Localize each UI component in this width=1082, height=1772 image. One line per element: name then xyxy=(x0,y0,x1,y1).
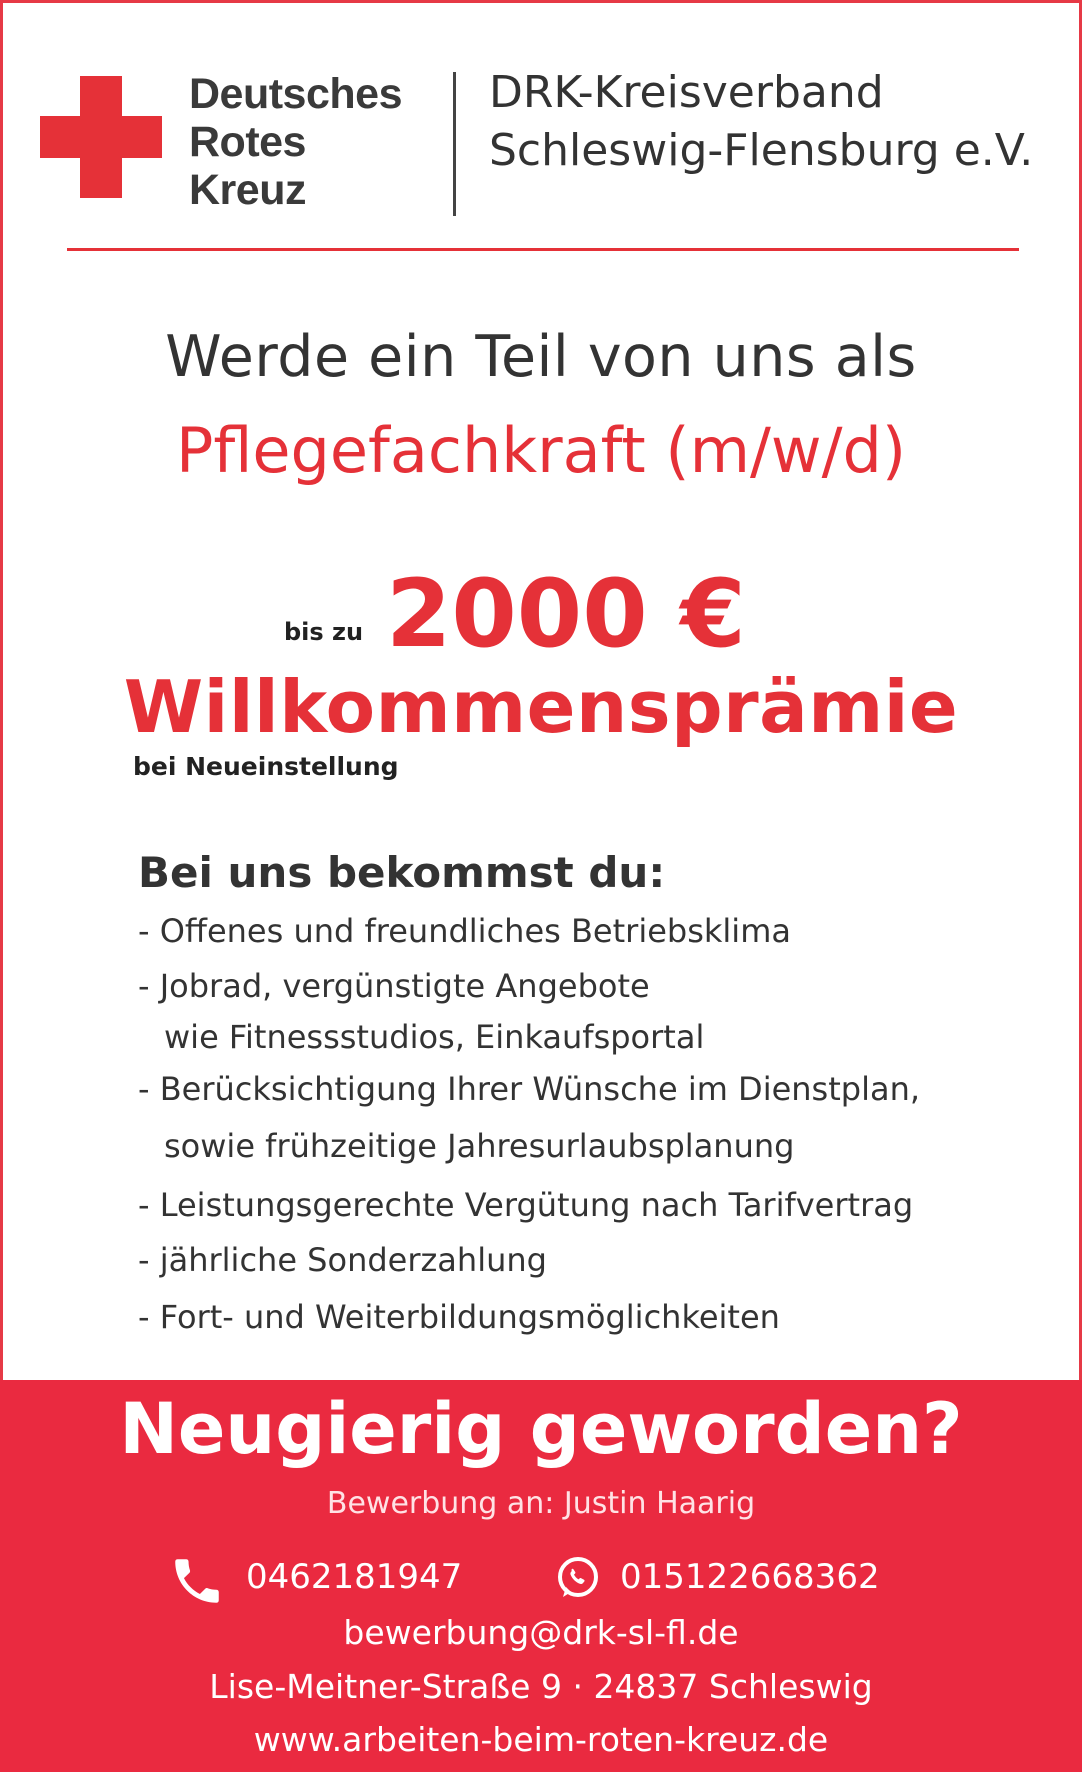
whatsapp-icon xyxy=(554,1554,602,1602)
bonus-prefix: bis zu xyxy=(284,618,364,646)
apply-contact: Bewerbung an: Justin Haarig xyxy=(326,1486,756,1521)
benefit-line: - Leistungsgerechte Vergütung nach Tarifvertrag xyxy=(138,1186,914,1224)
website-link[interactable]: www.arbeiten-beim-roten-kreuz.de xyxy=(253,1720,829,1759)
benefit-line: - Fort- und Weiterbildungsmöglichkeiten xyxy=(138,1298,780,1336)
benefit-line: - Offenes und freundliches Betriebsklima xyxy=(138,912,791,950)
logo-divider xyxy=(453,72,456,216)
footer-title: Neugierig geworden? xyxy=(119,1388,963,1470)
mobile-number[interactable]: 015122668362 xyxy=(620,1557,880,1597)
email-link[interactable]: bewerbung@drk-sl-fl.de xyxy=(343,1613,739,1652)
org-name-line-1: DRK-Kreisverband xyxy=(489,67,884,118)
contact-footer xyxy=(0,1380,1082,1772)
benefit-line: sowie frühzeitige Jahresurlaubsplanung xyxy=(164,1127,795,1165)
bonus-label: Willkommensprämie xyxy=(123,665,959,749)
job-title: Pflegefachkraft (m/w/d) xyxy=(175,414,907,487)
phone-icon xyxy=(168,1552,226,1610)
logo-line-2: Rotes xyxy=(189,118,306,166)
benefits-title: Bei uns bekommst du: xyxy=(138,848,666,897)
address: Lise-Meitner-Straße 9 · 24837 Schleswig xyxy=(209,1667,873,1706)
bonus-note: bei Neueinstellung xyxy=(133,752,399,781)
benefit-line: - Berücksichtigung Ihrer Wünsche im Dienstplan, xyxy=(138,1070,921,1108)
logo-line-1: Deutsches xyxy=(189,70,402,118)
headline: Werde ein Teil von uns als xyxy=(165,324,917,390)
red-cross-icon xyxy=(40,76,162,198)
bonus-amount: 2000 € xyxy=(386,560,746,669)
benefit-line: - jährliche Sonderzahlung xyxy=(138,1241,547,1279)
drk-logo-text xyxy=(189,70,402,214)
org-name-line-2: Schleswig-Flensburg e.V. xyxy=(489,125,1034,176)
org-name xyxy=(489,64,1033,180)
logo-line-3: Kreuz xyxy=(189,166,306,214)
header-divider xyxy=(67,248,1019,251)
benefit-line: wie Fitnessstudios, Einkaufsportal xyxy=(164,1018,705,1056)
benefit-line: - Jobrad, vergünstigte Angebote xyxy=(138,967,650,1005)
phone-number[interactable]: 0462181947 xyxy=(246,1557,463,1597)
